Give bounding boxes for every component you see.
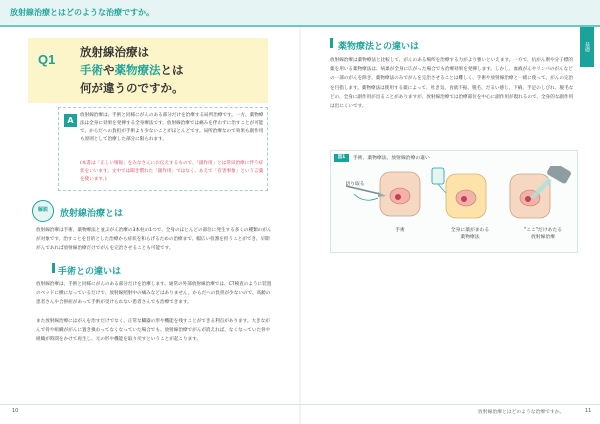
explanation-title: 放射線治療とは — [60, 209, 124, 219]
question-text — [80, 43, 265, 97]
radiation-illustration — [510, 166, 572, 218]
page-gutter — [299, 27, 301, 424]
surgery-diff-body2: また放射線治療にはがんを治すだけでなく、正常な臓器の形や機能を残すことができる利点があります。大きながんで骨や組織ががんに置き換わってなくなっていた場合でも、放射線治療でがんが消えれば、なくなっていた骨や組織が時間をかけて再生し、元の形や機能を取り戻すということが起こります。 — [36, 319, 271, 343]
drug-diff-body: 放射線治療は薬物療法と比較して、がんのある場所を治療する力がより強いといえます。一方で、抗がん剤や分子標的薬を用いる薬物療法は、病巣が全身に広がった場合でも治療効果を発揮します。しかし、血液がんやリンパのがんなどの一部のがんを除き、薬物療法のみでがんを完治させることは難しく、手術や放射線治療と一緒に使って、がんの完治を目指します。薬物療法は使用する薬によって、吐き気、食欲不振、脱毛、だるい感じ、下痢、手足のしびれ、脱毛などの、全身に副作用が出ることがありますが、放射線治療では治療部位を中心に副作用が現れるので、全身的な副作用は出にくいです。 — [330, 58, 574, 110]
page-number-left: 10 — [12, 408, 19, 414]
question-line1-pre: 放射線治療 — [80, 45, 138, 59]
surgery-diff-title: 手術との違いは — [58, 267, 122, 277]
footer-title: 放射線治療とはどのような治療ですか。 — [478, 410, 565, 415]
question-hl-drug: 薬物療法 — [114, 63, 161, 77]
question-box — [28, 38, 268, 103]
answer-text: 放射線治療は、手術と同様にがんのある部分だけを治療する局所治療です。一方、薬物療法は全身に効果を発揮する全身療法です。放射線治療では痛みを伴わずに治すことが可能で、からだへの負担が手術より少ないことがほとんどです。局所治療なので効果も副作用も原則として治療した部分に限られます。 — [80, 113, 264, 142]
drug-diff-title: 薬物療法との違いは — [338, 42, 420, 52]
drug-illustration — [432, 168, 486, 218]
drug-heading-bar — [330, 38, 333, 48]
surgery-diff-body1: 放射線治療は、手術と同様にがんのある部分だけを治療します。通常の外部放射線治療では、CT検査のように装置のベッドに横になっているだけで、放射線照射中の痛みなどはありません。からだへの負担が少ないので、高齢の患者さんや合併症があって手術が受けられない患者さんでも治療できます。 — [36, 282, 272, 306]
surgery-heading-bar — [52, 263, 55, 273]
footer-rule — [0, 404, 600, 405]
figure-label-radiation: "ここ"だけあたる 放射線治療 — [524, 228, 562, 240]
side-tab: 基礎 — [580, 27, 594, 67]
question-label: Q1 — [38, 52, 56, 67]
explanation-body: 放射線治療は手術、薬物療法と並ぶがん治療の3本柱の1つで、全身のほとんどの部位に発生する多くの種類のがんが対象です。治すことを目的とした治療から症状を和らげるための治療まで、幅広い役割を担うことができ、早期がんであれば放射線治療だけでがんを完治させることも可能です。 — [36, 228, 272, 252]
question-hl-surgery: 手術 — [80, 63, 103, 77]
question-line2-post: とは — [160, 63, 184, 77]
figure-label-surgery: 手術 — [395, 228, 405, 233]
page-number-right: 11 — [585, 408, 592, 414]
question-line3: 何が違うのですか。 — [80, 81, 184, 95]
surgery-illustration — [346, 172, 420, 216]
answer-badge: A — [64, 114, 77, 127]
header-title: 放射線治療とはどのような治療ですか。 — [10, 8, 154, 17]
figure-caption: 手術、薬物療法、放射線治療の違い — [353, 156, 430, 161]
question-line1-post: は — [137, 45, 149, 59]
answer-note: (本書は「正しい情報」をみなさんにお伝えするもので、「副作用」とは常识治療に伴う症状をいいます。文中では聞き慣れた「副作用」ではなく、あえて「有害事象」という言葉を使います。) — [80, 161, 264, 182]
figure-illustrations — [334, 166, 578, 226]
figure-label-knife: 切り取る — [345, 182, 365, 187]
figure-label-drug: 全身に薬がまわる 薬物療法 — [450, 228, 490, 240]
question-line2-mid: や — [103, 63, 115, 77]
figure-tag: 図1 — [334, 154, 349, 162]
explanation-badge: 解説 — [32, 200, 54, 222]
